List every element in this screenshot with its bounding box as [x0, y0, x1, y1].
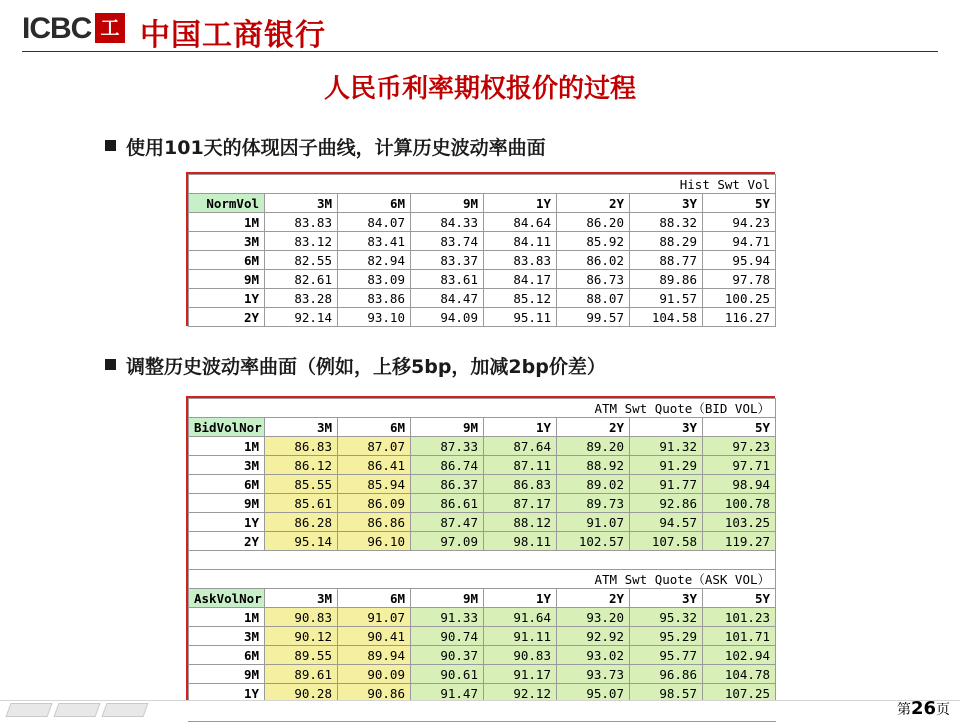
cell: 90.37 [411, 646, 484, 665]
cell: 88.32 [630, 213, 703, 232]
cell: 88.77 [630, 251, 703, 270]
table-row [189, 608, 776, 627]
table-row [189, 532, 776, 551]
col-header-1y: 1Y [484, 418, 557, 437]
cell: 101.23 [703, 608, 776, 627]
cell: 97.23 [703, 437, 776, 456]
cell: 85.55 [265, 475, 338, 494]
cell: 94.71 [703, 232, 776, 251]
col-header-1y: 1Y [484, 194, 557, 213]
cell: 116.27 [703, 308, 776, 327]
spacer [189, 551, 776, 570]
col-header-5y: 5Y [703, 589, 776, 608]
col-header-1y: 1Y [484, 589, 557, 608]
col-header-3y: 3Y [630, 418, 703, 437]
cell: 107.25 [703, 684, 776, 703]
bullet-item-2 [105, 352, 606, 379]
cell: 90.12 [265, 627, 338, 646]
cell: 87.11 [484, 456, 557, 475]
header-divider [22, 51, 938, 52]
col-header-3y: 3Y [630, 589, 703, 608]
cell: 83.61 [411, 270, 484, 289]
table-row [189, 665, 776, 684]
cell: 83.83 [265, 213, 338, 232]
table-row [189, 437, 776, 456]
cell: 90.28 [265, 684, 338, 703]
row-header: 1M [189, 437, 265, 456]
table-row [189, 513, 776, 532]
cell: 87.33 [411, 437, 484, 456]
hist-swt-vol-table [188, 174, 776, 327]
table-row [189, 646, 776, 665]
table-row [189, 494, 776, 513]
cell: 91.11 [484, 627, 557, 646]
row-header: 1Y [189, 513, 265, 532]
cell: 91.07 [557, 513, 630, 532]
cell: 84.17 [484, 270, 557, 289]
cell: 92.92 [557, 627, 630, 646]
cell: 84.33 [411, 213, 484, 232]
row-header: 1M [189, 608, 265, 627]
cell: 86.12 [265, 456, 338, 475]
cell: 86.73 [557, 270, 630, 289]
cell: 83.09 [338, 270, 411, 289]
cell: 87.64 [484, 437, 557, 456]
cell: 100.78 [703, 494, 776, 513]
cell: 89.20 [557, 437, 630, 456]
cell: 83.37 [411, 251, 484, 270]
cell: 84.07 [338, 213, 411, 232]
footer-stripe-3 [101, 703, 148, 717]
col-header-9m: 9M [411, 418, 484, 437]
cell: 103.25 [703, 513, 776, 532]
bullet-item-1-label: 使用101天的体现因子曲线，计算历史波动率曲面 [126, 137, 546, 159]
bullet-square-icon [105, 140, 116, 151]
cell: 96.86 [630, 665, 703, 684]
row-header: 9M [189, 494, 265, 513]
cell: 83.74 [411, 232, 484, 251]
icbc-logo-mark-icon: 工 [95, 13, 125, 43]
cell: 102.57 [557, 532, 630, 551]
cell: 91.77 [630, 475, 703, 494]
cell: 119.27 [703, 532, 776, 551]
cell: 84.64 [484, 213, 557, 232]
table-row [189, 456, 776, 475]
row-header: 1Y [189, 289, 265, 308]
cell: 97.78 [703, 270, 776, 289]
col-header-3m: 3M [265, 194, 338, 213]
bullet-item-2-label: 调整历史波动率曲面（例如，上移5bp，加减2bp价差） [126, 356, 606, 378]
cell: 83.28 [265, 289, 338, 308]
cell: 98.11 [484, 532, 557, 551]
table-row [189, 232, 776, 251]
cell: 88.29 [630, 232, 703, 251]
col-header-9m: 9M [411, 194, 484, 213]
col-header-3m: 3M [265, 589, 338, 608]
cell: 83.41 [338, 232, 411, 251]
cell: 95.11 [484, 308, 557, 327]
footer-band [0, 700, 960, 721]
table-row [189, 251, 776, 270]
table-row [189, 475, 776, 494]
cell: 85.94 [338, 475, 411, 494]
cell: 97.09 [411, 532, 484, 551]
cell: 86.09 [338, 494, 411, 513]
cell: 86.83 [265, 437, 338, 456]
cell: 95.07 [557, 684, 630, 703]
cell: 101.71 [703, 627, 776, 646]
row-header: 3M [189, 456, 265, 475]
cell: 95.14 [265, 532, 338, 551]
col-header-5y: 5Y [703, 194, 776, 213]
cell: 97.71 [703, 456, 776, 475]
cell: 98.94 [703, 475, 776, 494]
row-header: 1Y [189, 684, 265, 703]
table-caption: ATM Swt Quote（ASK VOL） [189, 570, 776, 589]
row-header: 6M [189, 475, 265, 494]
page-label-prefix: 第 [896, 702, 911, 718]
table-header-row [189, 194, 776, 213]
table-row [189, 627, 776, 646]
col-header-6m: 6M [338, 589, 411, 608]
cell: 86.02 [557, 251, 630, 270]
cell: 89.61 [265, 665, 338, 684]
cell: 88.12 [484, 513, 557, 532]
bullet-item-1 [105, 133, 546, 160]
col-header-6m: 6M [338, 194, 411, 213]
cell: 94.23 [703, 213, 776, 232]
cell: 85.92 [557, 232, 630, 251]
table-caption-row [189, 570, 776, 589]
cell: 90.83 [265, 608, 338, 627]
cell: 91.29 [630, 456, 703, 475]
cell: 104.78 [703, 665, 776, 684]
cell: 95.32 [630, 608, 703, 627]
cell: 90.41 [338, 627, 411, 646]
cell: 89.73 [557, 494, 630, 513]
col-header-2y: 2Y [557, 418, 630, 437]
cell: 86.28 [265, 513, 338, 532]
table-caption-row [189, 175, 776, 194]
row-header: 9M [189, 270, 265, 289]
col-header-6m: 6M [338, 418, 411, 437]
table-corner-label: BidVolNor [189, 418, 265, 437]
table-header-row [189, 418, 776, 437]
page-label-suffix: 页 [936, 702, 950, 718]
cell: 86.83 [484, 475, 557, 494]
cell: 91.47 [411, 684, 484, 703]
col-header-3m: 3M [265, 418, 338, 437]
cell: 88.92 [557, 456, 630, 475]
cell: 83.86 [338, 289, 411, 308]
cell: 82.61 [265, 270, 338, 289]
cell: 100.25 [703, 289, 776, 308]
cell: 86.74 [411, 456, 484, 475]
cell: 93.20 [557, 608, 630, 627]
table-caption: ATM Swt Quote（BID VOL） [189, 399, 776, 418]
cell: 85.61 [265, 494, 338, 513]
cell: 90.61 [411, 665, 484, 684]
cell: 94.09 [411, 308, 484, 327]
table-row [189, 308, 776, 327]
icbc-logo-text: ICBC [22, 12, 92, 45]
cell: 91.17 [484, 665, 557, 684]
cell: 84.47 [411, 289, 484, 308]
cell: 96.10 [338, 532, 411, 551]
col-header-5y: 5Y [703, 418, 776, 437]
atm-swt-quote-table [188, 398, 776, 722]
cell: 92.86 [630, 494, 703, 513]
cell: 102.94 [703, 646, 776, 665]
cell: 89.94 [338, 646, 411, 665]
table-row [189, 213, 776, 232]
cell: 107.58 [630, 532, 703, 551]
row-header: 2Y [189, 532, 265, 551]
cell: 95.77 [630, 646, 703, 665]
cell: 90.83 [484, 646, 557, 665]
cell: 89.86 [630, 270, 703, 289]
table-caption-row [189, 399, 776, 418]
cell: 85.12 [484, 289, 557, 308]
cell: 93.73 [557, 665, 630, 684]
table-corner-label: AskVolNor [189, 589, 265, 608]
cell: 90.09 [338, 665, 411, 684]
row-header: 2Y [189, 308, 265, 327]
atm-swt-quote-table-frame [186, 396, 775, 716]
bullet-square-icon [105, 359, 116, 370]
table-row [189, 270, 776, 289]
cell: 90.74 [411, 627, 484, 646]
cell: 84.11 [484, 232, 557, 251]
cell: 91.57 [630, 289, 703, 308]
cell: 95.94 [703, 251, 776, 270]
row-header: 3M [189, 627, 265, 646]
footer-stripe-1 [5, 703, 52, 717]
col-header-2y: 2Y [557, 589, 630, 608]
cell: 90.86 [338, 684, 411, 703]
cell: 91.33 [411, 608, 484, 627]
cell: 83.12 [265, 232, 338, 251]
page-number [897, 698, 950, 719]
cell: 92.14 [265, 308, 338, 327]
row-header: 3M [189, 232, 265, 251]
cell: 94.57 [630, 513, 703, 532]
table-spacer-row [189, 551, 776, 570]
cell: 86.20 [557, 213, 630, 232]
row-header: 6M [189, 251, 265, 270]
cell: 87.47 [411, 513, 484, 532]
cell: 82.55 [265, 251, 338, 270]
cell: 93.10 [338, 308, 411, 327]
slide-header [0, 0, 960, 58]
table-header-row [189, 589, 776, 608]
cell: 86.61 [411, 494, 484, 513]
cell: 86.41 [338, 456, 411, 475]
row-header: 1M [189, 213, 265, 232]
cell: 91.07 [338, 608, 411, 627]
cell: 92.12 [484, 684, 557, 703]
table-corner-label: NormVol [189, 194, 265, 213]
cell: 87.17 [484, 494, 557, 513]
col-header-9m: 9M [411, 589, 484, 608]
row-header: 9M [189, 665, 265, 684]
icbc-logo-chinese: 中国工商银行 [140, 18, 326, 53]
page-title: 人民币利率期权报价的过程 [323, 74, 636, 104]
col-header-2y: 2Y [557, 194, 630, 213]
row-header: 6M [189, 646, 265, 665]
cell: 99.57 [557, 308, 630, 327]
cell: 93.02 [557, 646, 630, 665]
hist-swt-vol-table-frame [186, 172, 775, 326]
page-number-value: 26 [910, 698, 936, 719]
cell: 82.94 [338, 251, 411, 270]
cell: 89.02 [557, 475, 630, 494]
cell: 86.86 [338, 513, 411, 532]
cell: 88.07 [557, 289, 630, 308]
cell: 95.29 [630, 627, 703, 646]
table-row [189, 289, 776, 308]
cell: 91.64 [484, 608, 557, 627]
cell: 98.57 [630, 684, 703, 703]
col-header-3y: 3Y [630, 194, 703, 213]
cell: 91.32 [630, 437, 703, 456]
cell: 87.07 [338, 437, 411, 456]
cell: 104.58 [630, 308, 703, 327]
footer-stripe-2 [53, 703, 100, 717]
cell: 89.55 [265, 646, 338, 665]
table-caption: Hist Swt Vol [189, 175, 776, 194]
cell: 86.37 [411, 475, 484, 494]
cell: 83.83 [484, 251, 557, 270]
